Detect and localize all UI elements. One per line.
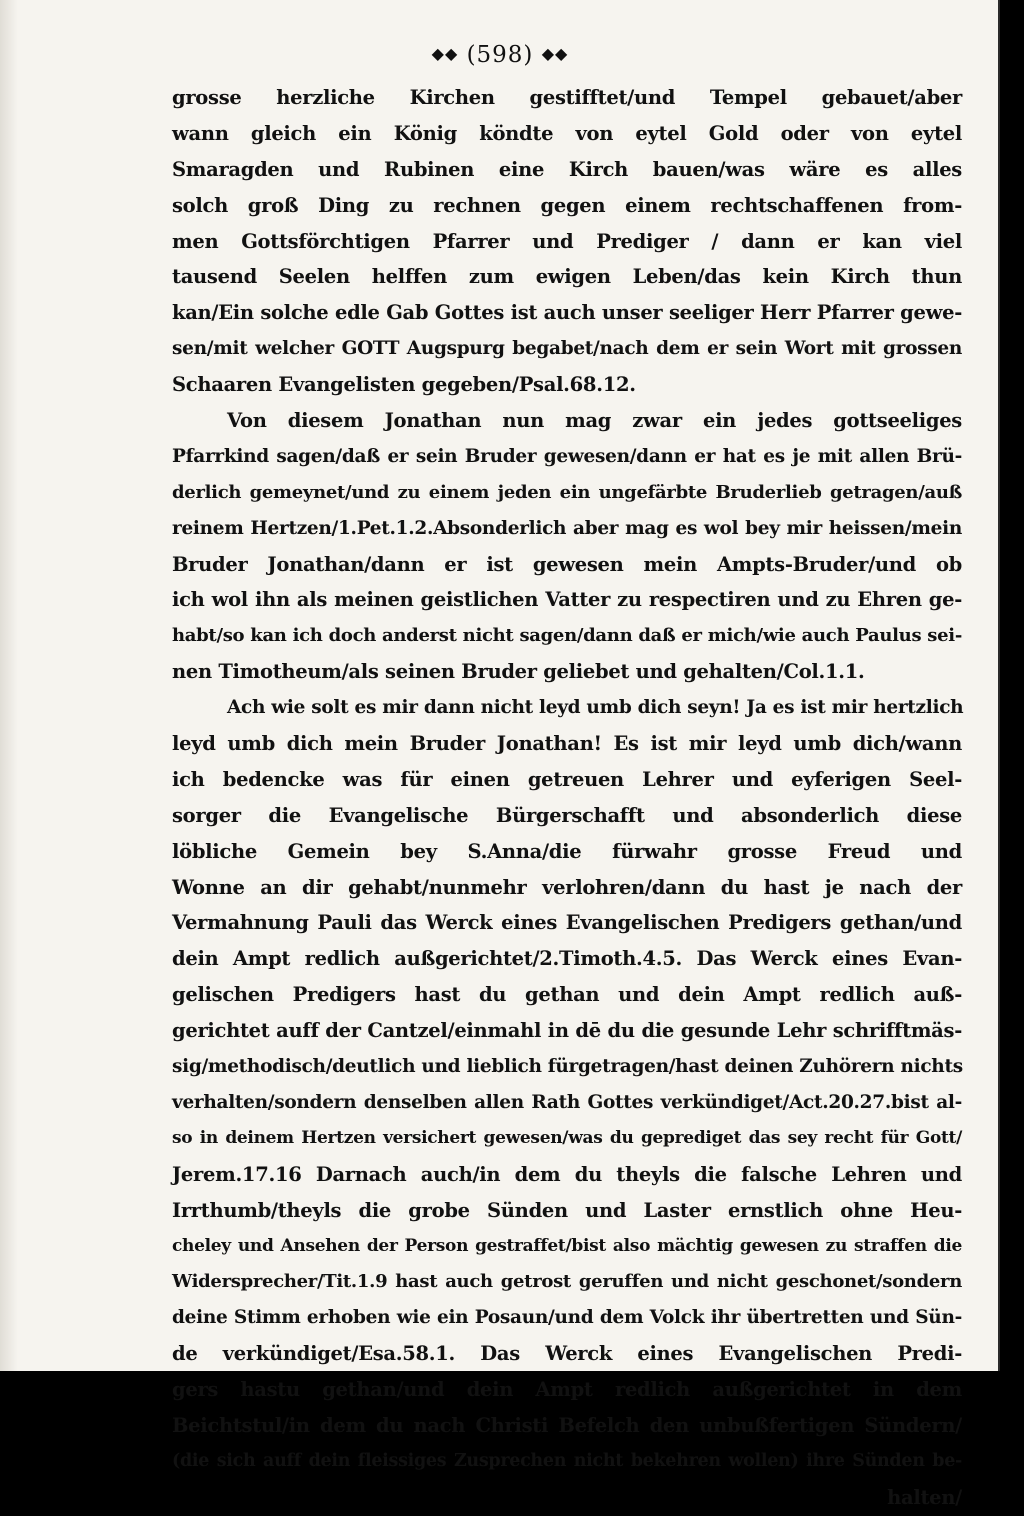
text-line: dein Ampt redlich außgerichtet/2.Timoth.4.5. Das Werck eines Evan- bbox=[172, 947, 962, 971]
body-text bbox=[172, 80, 962, 1516]
text-line: ich wol ihn als meinen geistlichen Vatter zu respectiren und zu Ehren ge- bbox=[172, 588, 962, 612]
text-line: Schaaren Evangelisten gegeben/Psal.68.12. bbox=[172, 373, 636, 397]
text-line: gers hastu gethan/und dein Ampt redlich außgerichtet in dem bbox=[172, 1378, 962, 1402]
text-line: solch groß Ding zu rechnen gegen einem rechtschaffenen from- bbox=[172, 193, 962, 217]
page-header bbox=[0, 42, 1000, 68]
text-line: ich bedencke was für einen getreuen Lehrer und eyferigen Seel- bbox=[172, 767, 962, 791]
text-line: gelischen Predigers hast du gethan und dein Ampt redlich auß- bbox=[172, 983, 962, 1007]
text-line: nen Timotheum/als seinen Bruder geliebet und gehalten/Col.1.1. bbox=[172, 660, 865, 684]
text-line: so in deinem Hertzen versichert gewesen/was du geprediget das sey recht für Gott/ bbox=[172, 1127, 962, 1148]
text-line: cheley und Ansehen der Person gestraffet/bist also mächtig gewesen zu straffen die bbox=[172, 1235, 962, 1256]
text-line: sen/mit welcher GOTT Augspurg begabet/nach dem er sein Wort mit grossen bbox=[172, 338, 962, 360]
paragraph-start-line: Ach wie solt es mir dann nicht leyd umb dich seyn! Ja es ist mir hertzlich bbox=[227, 697, 964, 719]
text-line: reinem Hertzen/1.Pet.1.2.Absonderlich aber mag es wol bey mir heissen/mein bbox=[172, 517, 962, 539]
page-number: (598) bbox=[466, 42, 534, 68]
text-line: sig/methodisch/deutlich und lieblich fürgetragen/hast deinen Zuhörern nichts bbox=[172, 1056, 963, 1078]
text-line: kan/Ein solche edle Gab Gottes ist auch unser seeliger Herr Pfarrer gewe- bbox=[172, 301, 962, 325]
text-line: verhalten/sondern denselben allen Rath Gottes verkündiget/Act.20.27.bist al- bbox=[172, 1091, 962, 1113]
text-line: de verkündiget/Esa.58.1. Das Werck eines Evangelischen Predi- bbox=[172, 1342, 962, 1366]
text-line: Wonne an dir gehabt/nunmehr verlohren/dann du hast je nach der bbox=[172, 875, 962, 899]
text-line: Widersprecher/Tit.1.9 hast auch getrost geruffen und nicht geschonet/sondern bbox=[172, 1271, 962, 1293]
text-line: wann gleich ein König köndte von eytel Gold oder von eytel bbox=[172, 121, 962, 145]
text-line: leyd umb dich mein Bruder Jonathan! Es ist mir leyd umb dich/wann bbox=[172, 732, 962, 756]
text-line: deine Stimm erhoben wie ein Posaun/und dem Volck ihr übertretten und Sün- bbox=[172, 1307, 962, 1329]
text-line: Bruder Jonathan/dann er ist gewesen mein Ampts-Bruder/und ob bbox=[172, 552, 962, 576]
text-line: Smaragden und Rubinen eine Kirch bauen/was wäre es alles bbox=[172, 157, 962, 181]
text-line: Jerem.17.16 Darnach auch/in dem du theyls die falsche Lehren und bbox=[172, 1162, 962, 1186]
text-line: (die sich auff dein fleissiges Zusprechen nicht bekehren wollen) ihre Sünden be- bbox=[172, 1450, 962, 1471]
text-line: men Gottsförchtigen Pfarrer und Prediger / dann er kan viel bbox=[172, 229, 962, 253]
text-line: Irrthumb/theyls die grobe Sünden und Laster ernstlich ohne Heu- bbox=[172, 1198, 962, 1222]
catchword-line: halten/ bbox=[887, 1485, 962, 1509]
left-ornament: ◆◆ bbox=[431, 44, 459, 63]
text-line: tausend Seelen helffen zum ewigen Leben/das kein Kirch thun bbox=[172, 265, 962, 289]
text-line: gerichtet auff der Cantzel/einmahl in dē du die gesunde Lehr schrifftmäs- bbox=[172, 1019, 962, 1043]
text-line: habt/so kan ich doch anderst nicht sagen/dann daß er mich/wie auch Paulus sei- bbox=[172, 625, 962, 647]
text-line: Beichtstul/in dem du nach Christi Befelch den unbußfertigen Sündern/ bbox=[172, 1413, 962, 1437]
text-line: Vermahnung Pauli das Werck eines Evangelischen Predigers gethan/und bbox=[172, 911, 962, 935]
page-edge-shadow bbox=[0, 0, 18, 1371]
right-ornament: ◆◆ bbox=[541, 44, 569, 63]
text-line: Pfarrkind sagen/daß er sein Bruder gewesen/dann er hat es je mit allen Brü- bbox=[172, 445, 962, 467]
paragraph-start-line: Von diesem Jonathan nun mag zwar ein jedes gottseeliges bbox=[227, 409, 962, 433]
text-line: derlich gemeynet/und zu einem jeden ein ungefärbte Bruderlieb getragen/auß bbox=[172, 481, 962, 503]
text-line: löbliche Gemein bey S.Anna/die fürwahr grosse Freud und bbox=[172, 839, 962, 863]
text-line: sorger die Evangelische Bürgerschafft und absonderlich diese bbox=[172, 803, 962, 827]
text-line: grosse herzliche Kirchen gestifftet/und Tempel gebauet/aber bbox=[172, 86, 962, 109]
